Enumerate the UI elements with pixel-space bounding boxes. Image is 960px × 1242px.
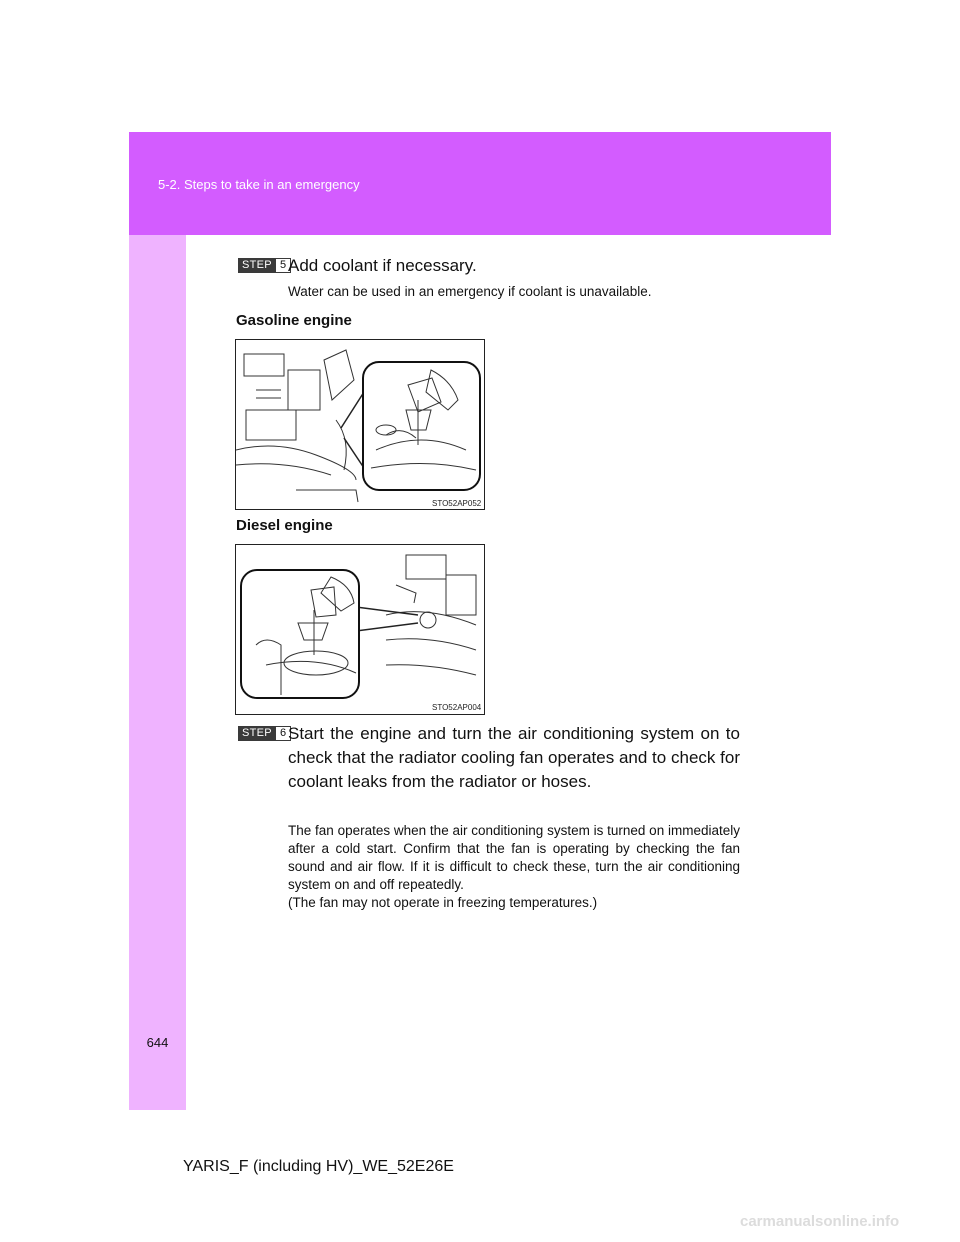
- step-6-instruction: Start the engine and turn the air conditioning system on to check that the radiator cooling fan operates and to check for coolant leaks from the radiator or hoses.: [288, 724, 740, 791]
- step-6-note-paragraph: The fan operates when the air conditioning system is turned on immediately after a cold start. Confirm that the fan is operating by checking the fan sound and air flow. If it is difficult to check these, turn the air conditioning system on and off repeatedly.: [288, 823, 740, 892]
- step-5-badge: [238, 258, 291, 273]
- document-code: YARIS_F (including HV)_WE_52E26E: [183, 1158, 454, 1175]
- gasoline-engine-heading: Gasoline engine: [236, 312, 352, 329]
- step-5-instruction: Add coolant if necessary.: [288, 256, 477, 275]
- diesel-engine-illustration: [236, 545, 484, 714]
- step-5-note: Water can be used in an emergency if coolant is unavailable.: [288, 284, 652, 299]
- step-label: STEP: [238, 258, 276, 273]
- step-number: 5: [276, 258, 291, 273]
- step-6-badge: [238, 726, 291, 741]
- side-band: [129, 235, 186, 1110]
- step-6-note: [288, 822, 740, 912]
- gasoline-engine-illustration: [236, 340, 484, 509]
- step-label: STEP: [238, 726, 276, 741]
- figure-code-diesel: STO52AP004: [432, 703, 482, 712]
- watermark: carmanualsonline.info: [740, 1213, 900, 1230]
- gasoline-engine-figure: [235, 339, 485, 510]
- diesel-engine-figure: [235, 544, 485, 715]
- step-6-note-caveat: (The fan may not operate in freezing temperatures.): [288, 895, 598, 910]
- section-title: 5-2. Steps to take in an emergency: [158, 177, 360, 192]
- step-number: 6: [276, 726, 291, 741]
- diesel-engine-heading: Diesel engine: [236, 517, 333, 534]
- figure-code-gasoline: STO52AP052: [432, 499, 482, 508]
- page-number: 644: [146, 1035, 169, 1050]
